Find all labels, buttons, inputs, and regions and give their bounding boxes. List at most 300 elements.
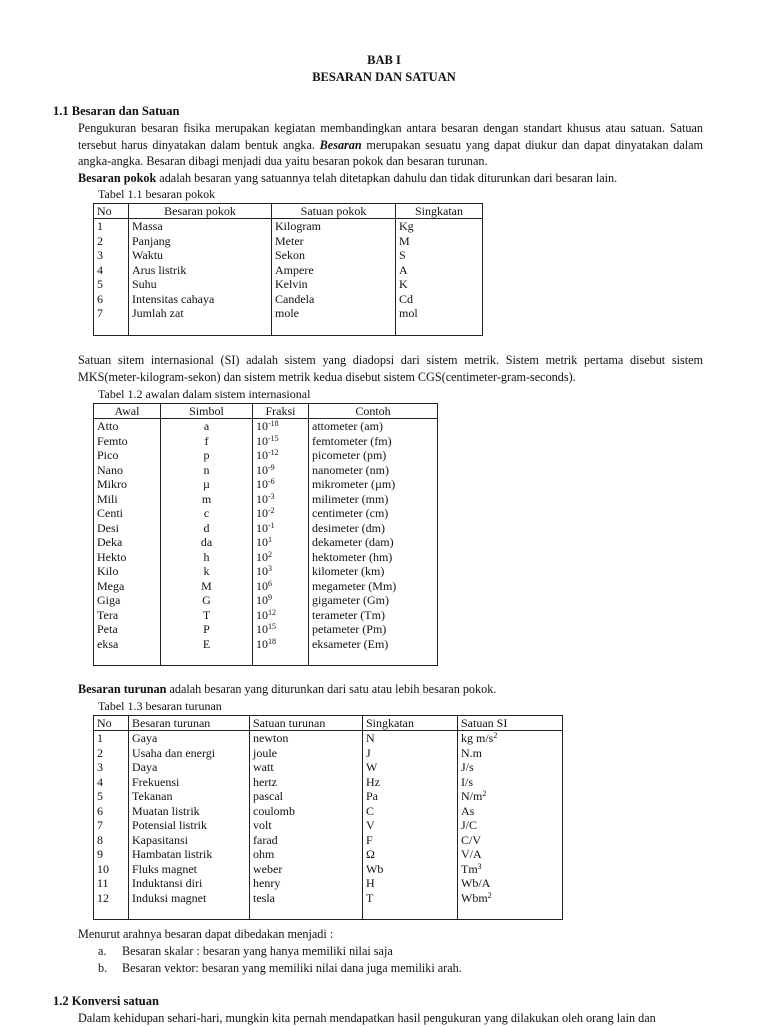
cell-contoh-text: centimeter (cm) <box>312 506 389 520</box>
cell-singkatan-text: Pa <box>366 789 378 803</box>
cell-simbol <box>161 637 253 666</box>
cell-satuan-turunan <box>250 789 363 804</box>
cell-no-text: 3 <box>97 760 103 774</box>
cell-satuan-si-text: Tm <box>461 861 478 876</box>
cell-satuan-turunan-text: joule <box>253 745 277 760</box>
cell-fraksi-text: 10 <box>256 491 268 506</box>
cell-besaran-text: Massa <box>132 219 163 233</box>
cell-singkatan <box>396 306 483 335</box>
cell-no <box>94 731 129 746</box>
table-row <box>94 789 563 804</box>
cell-satuan-turunan-text: ohm <box>253 847 275 861</box>
cell-singkatan <box>363 789 458 804</box>
cell-no <box>94 789 129 804</box>
cell-simbol <box>161 521 253 536</box>
exponent: 3 <box>477 861 482 871</box>
arah-list <box>98 943 698 976</box>
cell-no <box>94 760 129 775</box>
cell-fraksi-text: 10 <box>256 622 268 636</box>
cell-besaran <box>129 277 272 292</box>
cell-contoh <box>309 506 438 521</box>
cell-contoh <box>309 448 438 463</box>
cell-besaran <box>129 234 272 249</box>
cell-simbol-text: µ <box>203 477 210 491</box>
cell-no <box>94 277 129 292</box>
cell-contoh-text: nanometer (nm) <box>312 462 389 477</box>
exponent: 18 <box>268 636 276 646</box>
cell-fraksi-text: 10 <box>256 535 268 549</box>
cell-besaran-turunan <box>129 876 250 891</box>
cell-satuan-si <box>458 760 563 775</box>
cell-fraksi-text: 10 <box>256 593 268 607</box>
cell-satuan-si-text: V/A <box>461 847 482 861</box>
cell-no-text: 11 <box>97 876 109 890</box>
cell-awal-text: Giga <box>97 593 121 607</box>
cell-singkatan-text: mol <box>399 306 418 320</box>
cell-fraksi <box>253 434 309 449</box>
cell-besaran-turunan <box>129 789 250 804</box>
cell-satuan-text: Candela <box>275 291 315 306</box>
cell-contoh-text: hektometer (hm) <box>312 549 393 564</box>
cell-fraksi <box>253 477 309 492</box>
cell-besaran-text: Suhu <box>132 277 157 291</box>
cell-fraksi-text: 10 <box>256 477 268 491</box>
table-row <box>94 775 563 790</box>
cell-awal-text: Atto <box>97 419 119 433</box>
exponent: 9 <box>268 593 272 602</box>
cell-contoh <box>309 637 438 666</box>
cell-simbol <box>161 608 253 623</box>
cell-contoh-text: eksameter (Em) <box>312 636 389 651</box>
table-row <box>94 463 438 478</box>
cell-besaran-turunan-text: Induksi magnet <box>132 890 207 905</box>
cell-satuan-si-text: kg m/s <box>461 731 494 745</box>
cell-no-text: 1 <box>97 219 103 233</box>
cell-satuan-turunan <box>250 891 363 920</box>
cell-contoh <box>309 608 438 623</box>
cell-contoh <box>309 579 438 594</box>
cell-fraksi <box>253 463 309 478</box>
cell-satuan-turunan-text: tesla <box>253 890 275 905</box>
cell-awal <box>94 506 161 521</box>
cell-contoh-text: terameter (Tm) <box>312 607 385 622</box>
cell-besaran-turunan <box>129 847 250 862</box>
exponent: 2 <box>487 890 492 900</box>
cell-besaran-turunan <box>129 862 250 877</box>
cell-satuan-turunan <box>250 731 363 746</box>
cell-singkatan <box>363 833 458 848</box>
cell-satuan-si <box>458 775 563 790</box>
cell-no-text: 7 <box>97 306 103 320</box>
cell-simbol <box>161 434 253 449</box>
cell-besaran-text: Panjang <box>132 233 171 248</box>
cell-singkatan-text: F <box>366 832 373 847</box>
list-item <box>98 960 698 977</box>
cell-no-text: 7 <box>97 818 103 832</box>
cell-besaran-turunan-text: Induktansi diri <box>132 876 203 890</box>
cell-satuan-si <box>458 746 563 761</box>
section-heading-1-1: 1.1 Besaran dan Satuan <box>53 104 180 118</box>
table-row <box>94 550 438 565</box>
cell-awal-text: Mili <box>97 491 118 506</box>
cell-no-text: 5 <box>97 277 103 291</box>
table-row <box>94 847 563 862</box>
exponent: -9 <box>268 462 275 472</box>
cell-satuan-turunan <box>250 775 363 790</box>
cell-fraksi-text: 10 <box>256 462 268 477</box>
cell-singkatan-text: S <box>399 248 406 262</box>
cell-singkatan <box>396 277 483 292</box>
cell-awal <box>94 463 161 478</box>
cell-contoh <box>309 477 438 492</box>
cell-awal-text: Hekto <box>97 549 127 564</box>
cell-singkatan-text: H <box>366 876 375 890</box>
cell-satuan-turunan-text: volt <box>253 818 272 832</box>
cell-besaran <box>129 292 272 307</box>
cell-simbol-text: n <box>203 462 210 477</box>
cell-contoh <box>309 434 438 449</box>
table-row <box>94 292 483 307</box>
cell-awal <box>94 593 161 608</box>
cell-fraksi-text: 10 <box>256 549 268 564</box>
besaran-pokok-term: Besaran pokok <box>78 170 157 185</box>
cell-no-text: 4 <box>97 262 103 277</box>
cell-singkatan <box>363 804 458 819</box>
cell-besaran-turunan-text: Kapasitansi <box>132 832 188 847</box>
cell-contoh <box>309 492 438 507</box>
exponent: -3 <box>268 491 275 501</box>
table3-header: Satuan turunan <box>250 716 363 731</box>
cell-fraksi <box>253 622 309 637</box>
cell-simbol-text: T <box>202 607 211 622</box>
cell-besaran-turunan <box>129 804 250 819</box>
exponent: -6 <box>268 477 275 486</box>
cell-simbol-text: E <box>202 636 211 651</box>
table-row <box>94 622 438 637</box>
cell-fraksi <box>253 564 309 579</box>
cell-no <box>94 847 129 862</box>
cell-contoh <box>309 419 438 434</box>
cell-besaran-text: Jumlah zat <box>132 306 184 320</box>
arah-intro: Menurut arahnya besaran dapat dibedakan menjadi : <box>78 927 334 941</box>
cell-satuan <box>272 219 396 234</box>
table-row <box>94 419 438 434</box>
cell-awal-text: Nano <box>97 462 123 477</box>
cell-satuan-si <box>458 847 563 862</box>
cell-singkatan <box>396 248 483 263</box>
cell-awal <box>94 535 161 550</box>
cell-singkatan-text: Cd <box>399 291 414 306</box>
exponent: 3 <box>268 564 272 573</box>
cell-awal-text: Desi <box>97 520 119 535</box>
table-row <box>94 277 483 292</box>
cell-awal <box>94 637 161 666</box>
table-row <box>94 492 438 507</box>
cell-satuan-turunan-text: pascal <box>253 789 283 803</box>
cell-singkatan-text: J <box>366 745 371 760</box>
cell-fraksi-text: 10 <box>256 564 268 578</box>
cell-singkatan <box>363 818 458 833</box>
cell-awal-text: Peta <box>97 622 118 636</box>
cell-contoh-text: femtometer (fm) <box>312 433 392 448</box>
cell-no <box>94 219 129 234</box>
table-row <box>94 506 438 521</box>
cell-satuan <box>272 292 396 307</box>
cell-satuan-si <box>458 731 563 746</box>
table3-header: Satuan SI <box>458 716 563 731</box>
table2-caption: Tabel 1.2 awalan dalam sistem internasional <box>98 387 311 401</box>
cell-contoh <box>309 593 438 608</box>
table3-header: No <box>94 716 129 731</box>
cell-satuan-turunan-text: weber <box>253 861 283 876</box>
intro-paragraph <box>78 120 703 186</box>
cell-satuan <box>272 306 396 335</box>
cell-singkatan-text: T <box>366 890 374 905</box>
cell-awal <box>94 608 161 623</box>
cell-simbol-text: M <box>201 578 212 593</box>
table-row <box>94 564 438 579</box>
cell-fraksi-text: 10 <box>256 419 268 433</box>
cell-singkatan <box>363 847 458 862</box>
exponent: 6 <box>268 578 272 588</box>
chapter-title: BESARAN DAN SATUAN <box>312 70 456 84</box>
table-row <box>94 731 563 746</box>
cell-simbol-text: a <box>203 419 210 433</box>
cell-besaran <box>129 219 272 234</box>
cell-simbol <box>161 492 253 507</box>
table-row <box>94 477 438 492</box>
cell-satuan-turunan <box>250 760 363 775</box>
table-row <box>94 891 563 920</box>
cell-satuan-si-text: J/s <box>461 760 474 774</box>
cell-fraksi-text: 10 <box>256 506 268 520</box>
cell-awal <box>94 477 161 492</box>
besaran-turunan-definition: adalah besaran yang diturunkan dari satu atau lebih besaran pokok. <box>166 682 497 696</box>
cell-singkatan <box>363 746 458 761</box>
cell-besaran-turunan-text: Potensial listrik <box>132 818 207 832</box>
cell-no-text: 10 <box>97 861 109 876</box>
cell-satuan-turunan-text: newton <box>253 731 289 745</box>
cell-satuan-turunan-text: henry <box>253 876 281 890</box>
cell-fraksi <box>253 521 309 536</box>
cell-contoh-text: petameter (Pm) <box>312 622 387 636</box>
cell-awal-text: Kilo <box>97 564 119 578</box>
table-row <box>94 593 438 608</box>
cell-singkatan-text: Kg <box>399 219 414 233</box>
cell-no-text: 8 <box>97 832 103 847</box>
cell-contoh-text: desimeter (dm) <box>312 520 385 535</box>
table2-header: Fraksi <box>253 404 309 419</box>
cell-simbol-text: G <box>202 593 211 607</box>
cell-no <box>94 818 129 833</box>
konversi-paragraph: Dalam kehidupan sehari-hari, mungkin kita pernah mendapatkan hasil pengukuran yang dilakukan oleh orang lain dan <box>78 1011 656 1025</box>
cell-awal <box>94 492 161 507</box>
cell-fraksi-text: 10 <box>256 636 268 651</box>
cell-besaran-turunan-text: Tekanan <box>132 789 173 803</box>
cell-simbol-text: d <box>203 520 210 535</box>
cell-singkatan <box>363 760 458 775</box>
cell-awal-text: eksa <box>97 636 119 651</box>
cell-fraksi <box>253 419 309 434</box>
list-item-text: Besaran vektor: besaran yang memiliki nilai dana juga memiliki arah. <box>122 960 462 975</box>
table2-header: Contoh <box>309 404 438 419</box>
cell-no <box>94 263 129 278</box>
cell-contoh-text: dekameter (dam) <box>312 535 394 549</box>
cell-singkatan-text: M <box>399 233 410 248</box>
cell-contoh <box>309 622 438 637</box>
cell-satuan-si-text: Wb/A <box>461 876 491 890</box>
cell-fraksi-text: 10 <box>256 433 268 448</box>
cell-satuan-turunan-text: farad <box>253 832 278 847</box>
cell-besaran-turunan <box>129 833 250 848</box>
cell-satuan-text: Sekon <box>275 248 305 262</box>
cell-awal-text: Mega <box>97 578 125 593</box>
table-row <box>94 804 563 819</box>
cell-contoh <box>309 550 438 565</box>
intro-text: Pengukuran besaran fisika merupakan kegiatan membandingkan antara besaran dengan standart khusus atau satuan. Satuan tersebut harus dinyatakan dalam bentuk angka. <box>78 121 703 152</box>
cell-besaran-text: Intensitas cahaya <box>132 291 215 306</box>
cell-contoh-text: milimeter (mm) <box>312 491 389 506</box>
cell-besaran-turunan <box>129 731 250 746</box>
cell-contoh <box>309 521 438 536</box>
exponent: 1 <box>268 535 272 544</box>
besaran-definition: merupakan sesuatu yang dapat diukur dan dapat dinyatakan dalam angka-angka. Besaran dibagi menjadi dua yaitu besaran pokok dan besaran turunan. <box>78 137 703 168</box>
table-row <box>94 234 483 249</box>
cell-fraksi <box>253 535 309 550</box>
cell-awal-text: Deka <box>97 535 123 549</box>
cell-singkatan <box>396 263 483 278</box>
besaran-term: Besaran <box>319 137 362 152</box>
cell-contoh-text: picometer (pm) <box>312 448 387 462</box>
si-paragraph: Satuan sitem internasional (SI) adalah sistem yang diadopsi dari sistem metrik. Sistem metrik pertama disebut sistem MKS(meter-kilogram-sekon) dan sistem metrik kedua disebut sistem CGS(centimeter-gram-seconds). <box>78 353 703 384</box>
cell-no-text: 6 <box>97 803 103 818</box>
cell-satuan-turunan-text: coulomb <box>253 803 295 818</box>
cell-no <box>94 248 129 263</box>
table-row <box>94 434 438 449</box>
cell-besaran-text: Waktu <box>132 248 164 262</box>
list-marker: b. <box>98 960 108 975</box>
table-row <box>94 579 438 594</box>
cell-satuan-si <box>458 789 563 804</box>
cell-simbol <box>161 419 253 434</box>
cell-no-text: 12 <box>97 890 109 905</box>
cell-no <box>94 833 129 848</box>
cell-besaran-turunan-text: Muatan listrik <box>132 803 200 818</box>
besaran-pokok-definition: adalah besaran yang satuannya telah ditetapkan dahulu dan tidak diturunkan dari besaran lain. <box>156 170 618 185</box>
cell-satuan-turunan <box>250 833 363 848</box>
cell-satuan-text: Meter <box>275 233 304 248</box>
cell-satuan-turunan <box>250 818 363 833</box>
turunan-paragraph <box>78 681 703 698</box>
cell-besaran-turunan <box>129 891 250 920</box>
table-row <box>94 248 483 263</box>
cell-besaran-text: Arus listrik <box>132 262 187 277</box>
table-row <box>94 448 438 463</box>
cell-fraksi <box>253 637 309 666</box>
exponent: 2 <box>482 789 487 798</box>
table2-header: Awal <box>94 404 161 419</box>
cell-fraksi <box>253 579 309 594</box>
cell-fraksi-text: 10 <box>256 578 268 593</box>
cell-satuan-si <box>458 876 563 891</box>
cell-satuan-turunan <box>250 746 363 761</box>
exponent: 12 <box>268 607 276 617</box>
table-row <box>94 521 438 536</box>
cell-singkatan-text: Wb <box>366 861 384 876</box>
cell-awal <box>94 434 161 449</box>
table-row <box>94 219 483 234</box>
cell-singkatan-text: Hz <box>366 774 380 789</box>
cell-besaran <box>129 306 272 335</box>
cell-no <box>94 306 129 335</box>
table-row <box>94 818 563 833</box>
table-row <box>94 637 438 666</box>
cell-simbol <box>161 550 253 565</box>
cell-fraksi <box>253 506 309 521</box>
table2-header: Simbol <box>161 404 253 419</box>
exponent: 15 <box>268 622 276 631</box>
cell-contoh-text: gigameter (Gm) <box>312 593 389 607</box>
cell-singkatan <box>396 234 483 249</box>
cell-satuan-si-text: N/m <box>461 789 483 803</box>
exponent: 2 <box>268 549 272 559</box>
cell-contoh-text: kilometer (km) <box>312 564 385 578</box>
cell-contoh <box>309 535 438 550</box>
cell-singkatan-text: V <box>366 818 375 832</box>
cell-awal-text: Tera <box>97 607 119 622</box>
cell-awal-text: Femto <box>97 433 128 448</box>
cell-satuan-turunan <box>250 847 363 862</box>
cell-satuan-text: Ampere <box>275 262 314 277</box>
exponent: 2 <box>493 731 498 740</box>
cell-singkatan <box>363 891 458 920</box>
cell-singkatan <box>363 775 458 790</box>
cell-fraksi <box>253 608 309 623</box>
cell-no-text: 1 <box>97 731 103 745</box>
cell-no-text: 2 <box>97 233 103 248</box>
cell-singkatan <box>363 862 458 877</box>
cell-simbol-text: h <box>203 549 210 564</box>
cell-no <box>94 775 129 790</box>
cell-no-text: 9 <box>97 847 103 861</box>
cell-singkatan-text: N <box>366 731 375 745</box>
cell-satuan-si <box>458 891 563 920</box>
cell-satuan <box>272 234 396 249</box>
table-row <box>94 833 563 848</box>
cell-simbol <box>161 463 253 478</box>
cell-simbol <box>161 579 253 594</box>
cell-satuan-si-text: J/C <box>461 818 478 832</box>
table1-header: Singkatan <box>396 204 483 219</box>
cell-no-text: 3 <box>97 248 103 262</box>
cell-simbol-text: P <box>203 622 210 636</box>
cell-besaran-turunan <box>129 760 250 775</box>
table-row <box>94 608 438 623</box>
cell-no <box>94 862 129 877</box>
cell-awal-text: Pico <box>97 448 119 462</box>
cell-simbol-text: da <box>200 535 213 549</box>
list-item-text: Besaran skalar : besaran yang hanya memiliki nilai saja <box>122 944 393 958</box>
cell-no-text: 5 <box>97 789 103 803</box>
cell-satuan-si-text: C/V <box>461 832 482 847</box>
cell-fraksi <box>253 593 309 608</box>
cell-contoh-text: attometer (am) <box>312 419 383 433</box>
cell-simbol <box>161 448 253 463</box>
cell-satuan-si-text: I/s <box>461 774 473 789</box>
cell-besaran-turunan-text: Daya <box>132 760 158 774</box>
cell-singkatan-text: W <box>366 760 378 774</box>
table-besaran-turunan <box>93 715 563 920</box>
